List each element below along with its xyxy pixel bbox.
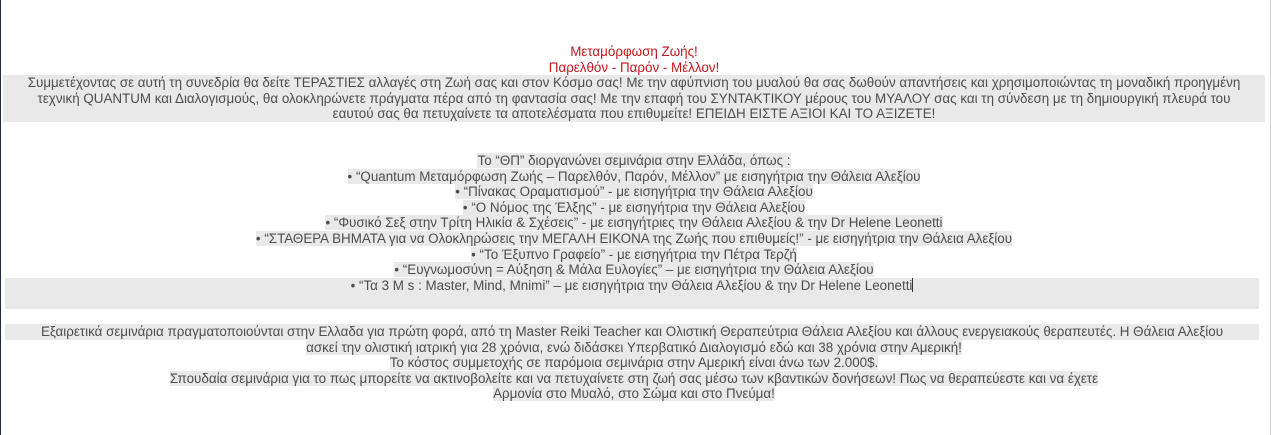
intro-paragraph-line: εαυτού σας θα πετυχαίνετε τα αποτελέσματα που επιθυμείτε! ΕΠΕΙΔΗ ΕΙΣΤΕ ΑΞΙΟΙ ΚΑΙ ΤΟ ΑΞΙΖΕΤΕ! [332,106,936,122]
text-cursor [912,278,913,292]
seminar-item: • “Τα 3 M s : Master, Mind, Mnimi” – με εισηγήτρια την Θάλεια Αλεξίου & την Dr Helene Leonetti [5,278,1259,294]
closing-line: Το κόστος συμμετοχής σε παρόμοια σεμινάρια στην Αμερική είναι άνω των 2.000$. [389,355,879,371]
blank-selected-line [5,293,1259,309]
closing-line: Αρμονία στο Μυαλό, στο Σώμα και στο Πνεύμα! [493,386,775,402]
intro-block [3,44,1265,122]
closing-block [3,324,1265,402]
seminar-item: • “Quantum Μεταμόρφωση Ζωής – Παρελθόν, Παρόν, Μέλλον” με εισηγήτρια την Θάλεια Αλεξίου [347,168,921,184]
seminars-block [3,153,1265,309]
closing-line: ασκεί την ολιστική ιατρική για 28 χρόνια, ενώ διδάσκει Υπερβατικό Διαλογισμό εδώ και 38 χρόνια στην Αμερική! [306,339,962,355]
window-left-border [0,0,1,435]
intro-paragraph-line: τεχνική QUANTUM και Διαλογισμούς, θα ολοκληρώνετε πράγματα πέρα από τη φαντασία σας! Με την επαφή του ΣΥΝΤΑΚΤΙΚΟΥ μέρους του ΜΥΑΛΟΥ σας και τη σύνδεση με τη δημιουργική πλευρά του [37,90,1231,106]
seminar-item: • “Το Έξυπνο Γραφείο” - με εισηγήτρια την Πέτρα Τερζή [471,246,797,262]
seminar-item: • “Φυσικό Σεξ στην Τρίτη Ηλικία & Σχέσεις” - με εισηγήτριες την Θάλεια Αλεξίου & την Dr Helene Leonetti [325,215,943,231]
seminar-item: • “ΣΤΑΘΕΡΑ ΒΗΜΑΤΑ για να Ολοκληρώσεις την ΜΕΓΑΛΗ ΕΙΚΟΝΑ της Ζωής που επιθυμείς!” - με εισηγήτρια την Θάλεια Αλεξίου [255,230,1013,246]
title-line-2: Παρελθόν - Παρόν - Μέλλον! [548,59,720,75]
title-line-1: Μεταμόρφωση Ζωής! [570,44,698,59]
closing-line: Σπουδαία σεμινάρια για το πως μπορείτε να ακτινοβολείτε και να πετυχαίνετε στη ζωή σας μέσω των κβαντικών δονήσεων! Πως να θεραπεύεστε και να έχετε [169,370,1099,386]
intro-paragraph-line: Συμμετέχοντας σε αυτή τη συνεδρία θα δείτε ΤΕΡΑΣΤΙΕΣ αλλαγές στη Ζωή σας και στον Κόσμο σας! Με την αφύπνιση του μυαλού θα σας δωθούν απαντήσεις και χρησιμοποιώντας τη μοναδική προηγμένη [27,75,1241,91]
seminars-heading: Το “ΘΠ” διοργανώνει σεμινάρια στην Ελλάδα, όπως : [477,152,791,168]
seminar-item: • “Ο Νόμος της Έλξης” - με εισηγήτρια την Θάλεια Αλεξίου [462,199,806,215]
rich-text-editor[interactable] [3,44,1265,402]
closing-line: Εξαιρετικά σεμινάρια πραγματοποιούνται στην Ελλαδα για πρώτη φορά, από τη Master Reiki Teacher και Ολιστική Θεραπεύτρια Θάλεια Αλεξίου και άλλους ενεργειακούς θεραπευτές. Η Θάλεια Αλεξίου [5,324,1259,340]
intro-paragraph [3,75,1265,122]
seminar-item: • “Ευγνωμοσύνη = Αύξηση & Μάλα Ευλογίες” – με εισηγήτρια την Θάλεια Αλεξίου [394,262,874,278]
seminar-item: • “Πίνακας Οραματισμού” - με εισηγήτρια την Θάλεια Αλεξίου [455,184,813,200]
